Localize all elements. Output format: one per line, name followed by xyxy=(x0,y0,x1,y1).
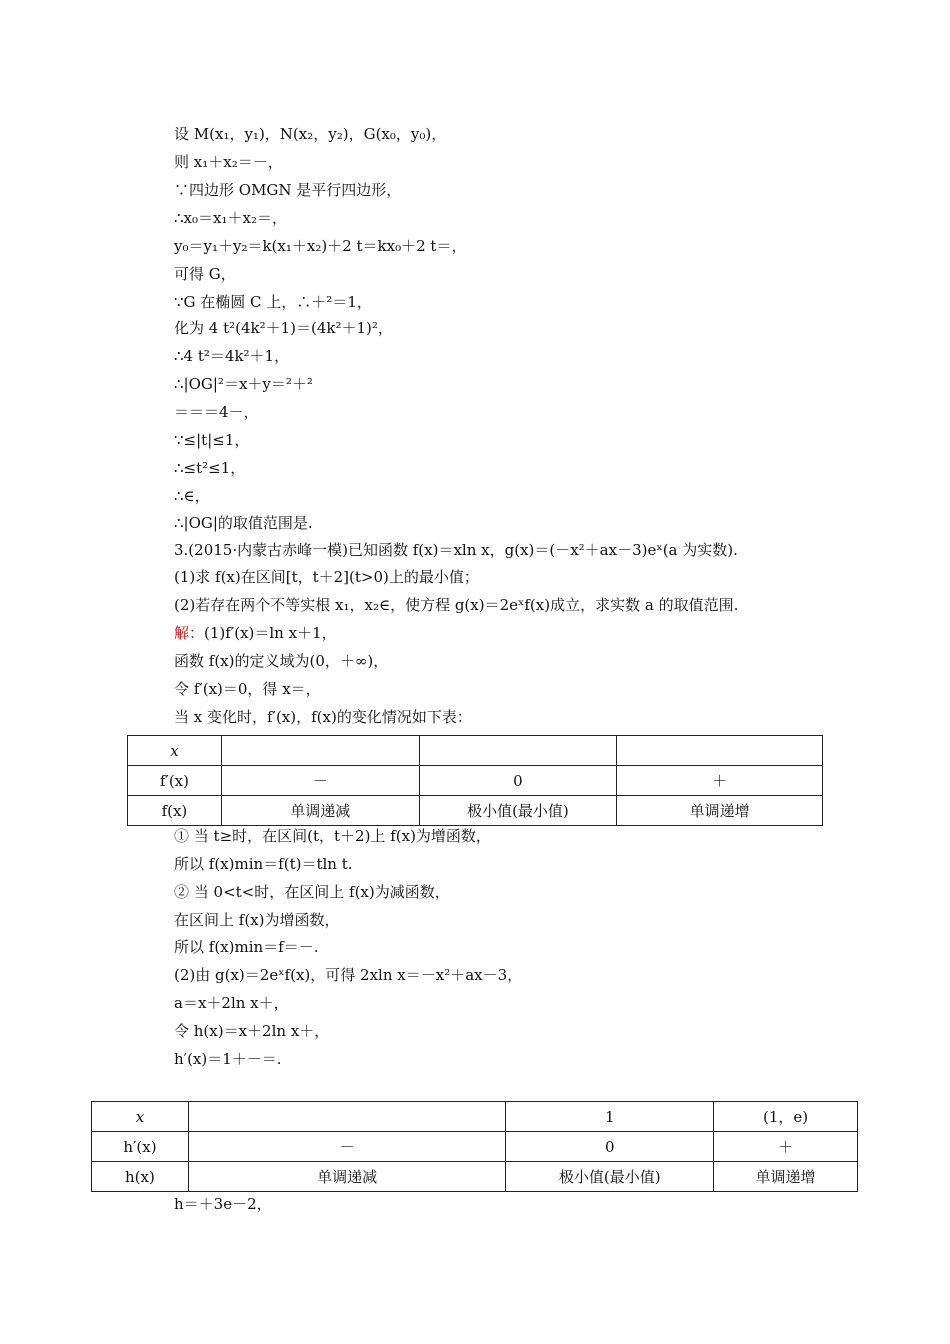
text-line: ∴x₀＝x₁＋x₂＝， xyxy=(174,209,287,227)
text-line: 函数 f(x)的定义域为(0，＋∞)， xyxy=(174,652,389,670)
table-row xyxy=(128,736,823,766)
table-cell: (1，e) xyxy=(714,1102,858,1132)
text-line: 在区间上 f(x)为增函数， xyxy=(174,911,340,929)
table-cell xyxy=(188,1102,505,1132)
text-line: 可得 G， xyxy=(174,265,236,283)
problem-title: 3.(2015·内蒙古赤峰一模)已知函数 f(x)＝xln x，g(x)＝(－x²＋ax－3)eˣ(a 为实数). xyxy=(174,541,738,559)
text-line: 则 x₁＋x₂＝－， xyxy=(174,153,283,171)
table-cell: ＋ xyxy=(617,766,823,796)
text-line: h＝＋3e－2， xyxy=(174,1195,272,1213)
table-cell: f′(x) xyxy=(128,766,222,796)
table-cell: ＋ xyxy=(714,1132,858,1162)
text-line: ∴|OG|的取值范围是. xyxy=(174,514,313,532)
text-line: ∴≤t²≤1， xyxy=(174,459,246,477)
table-h xyxy=(91,1101,858,1192)
solution-label: 解： xyxy=(174,624,205,642)
table-f xyxy=(127,735,823,826)
text-line: ∴4 t²＝4k²＋1， xyxy=(174,347,290,365)
text-line: 所以 f(x)min＝f＝－. xyxy=(174,938,319,956)
table-row xyxy=(128,796,823,826)
table-cell: f(x) xyxy=(128,796,222,826)
table-cell xyxy=(419,736,617,766)
table-cell: － xyxy=(188,1132,505,1162)
table-cell: 1 xyxy=(506,1102,714,1132)
table-cell xyxy=(617,736,823,766)
text-line: h′(x)＝1＋－＝. xyxy=(174,1050,282,1068)
table-row xyxy=(128,766,823,796)
text-line: ＝＝＝4－， xyxy=(174,403,259,421)
table-cell: x xyxy=(128,736,222,766)
text-line: ② 当 0<t<时，在区间上 f(x)为减函数， xyxy=(174,883,450,901)
problem-part1: (1)求 f(x)在区间[t，t＋2](t>0)上的最小值； xyxy=(174,568,479,586)
table-cell: x xyxy=(92,1102,189,1132)
table-cell: 单调递减 xyxy=(221,796,419,826)
text-line: 令 f′(x)＝0，得 x＝， xyxy=(174,680,321,698)
table-cell: 单调递增 xyxy=(617,796,823,826)
text-line: ∵≤|t|≤1， xyxy=(174,431,250,449)
table-cell: 0 xyxy=(419,766,617,796)
text-line: (2)由 g(x)＝2eˣf(x)，可得 2xln x＝－x²＋ax－3， xyxy=(174,966,523,984)
text-line: ① 当 t≥时，在区间(t，t＋2)上 f(x)为增函数， xyxy=(174,827,491,845)
table-cell: h(x) xyxy=(92,1162,189,1192)
text-line: ∴|OG|²＝x＋y＝²＋² xyxy=(174,375,313,393)
table-cell xyxy=(221,736,419,766)
table-cell: h′(x) xyxy=(92,1132,189,1162)
text-line: 设 M(x₁，y₁)，N(x₂，y₂)，G(x₀，y₀)， xyxy=(174,125,447,143)
text-line: 当 x 变化时，f′(x)，f(x)的变化情况如下表： xyxy=(174,708,472,726)
text-line: ∵四边形 OMGN 是平行四边形， xyxy=(174,181,402,199)
text-line: a＝x＋2ln x＋， xyxy=(174,994,289,1012)
text-line: 令 h(x)＝x＋2ln x＋， xyxy=(174,1022,330,1040)
solution-line xyxy=(174,623,337,643)
problem-part2: (2)若存在两个不等实根 x₁，x₂∈，使方程 g(x)＝2eˣf(x)成立，求实数 a 的取值范围. xyxy=(174,596,739,614)
table-row xyxy=(92,1162,858,1192)
table-row xyxy=(92,1102,858,1132)
table-cell: 极小值(最小值) xyxy=(506,1162,714,1192)
text-line: y₀＝y₁＋y₂＝k(x₁＋x₂)＋2 t＝kx₀＋2 t＝， xyxy=(174,237,467,255)
text-line: ∴∈， xyxy=(174,487,210,505)
table-cell: 0 xyxy=(506,1132,714,1162)
text-line: ∵G 在椭圆 C 上，∴＋²＝1， xyxy=(174,293,372,311)
table-row xyxy=(92,1132,858,1162)
solution-first: (1)f′(x)＝ln x＋1， xyxy=(204,624,337,642)
table-cell: － xyxy=(221,766,419,796)
text-line: 化为 4 t²(4k²＋1)＝(4k²＋1)²， xyxy=(174,319,393,337)
table-cell: 单调递增 xyxy=(714,1162,858,1192)
table-cell: 单调递减 xyxy=(188,1162,505,1192)
text-line: 所以 f(x)min＝f(t)＝tln t. xyxy=(174,855,353,873)
table-cell: 极小值(最小值) xyxy=(419,796,617,826)
